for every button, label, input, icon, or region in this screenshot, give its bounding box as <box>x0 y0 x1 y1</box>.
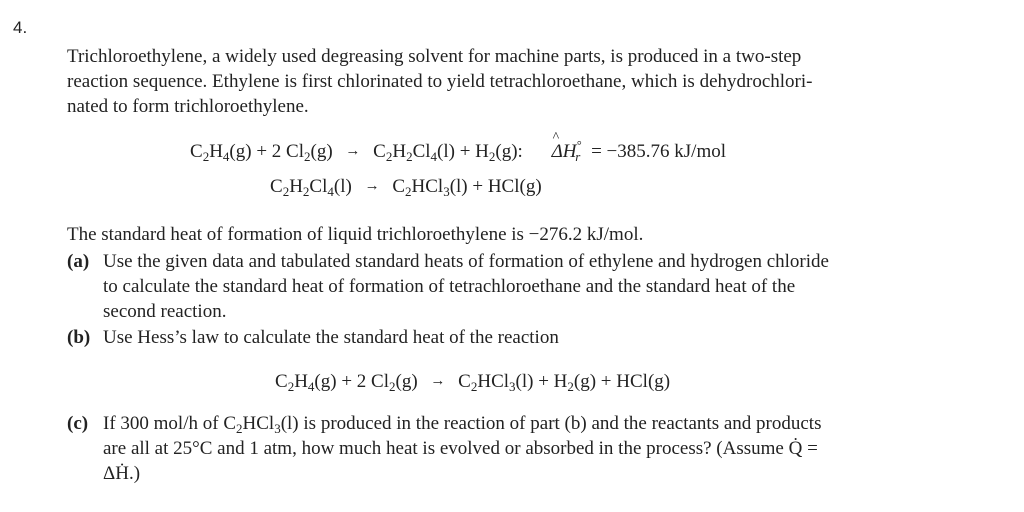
reaction-1-heat-symbol: ^ $\Delta H^\circ_r$ <box>551 130 582 164</box>
intro-line-1: Trichloroethylene, a widely used degreasing solvent for machine parts, is produced in a two-step <box>67 46 802 67</box>
part-c-line-1 <box>103 411 972 436</box>
reaction-1-equation: $C_2H_4(g) + 2$ $Cl_2(g) \to C_2H_2Cl_4(l) + H_2(g)$: <box>190 141 523 164</box>
reaction-3 <box>275 371 670 393</box>
intro-paragraph <box>67 44 972 119</box>
part-c-line-3: ΔḢ.) <box>103 463 141 484</box>
part-b <box>67 325 972 350</box>
part-a-line-2: to calculate the standard heat of formation of tetrachloroethane and the standard heat of the <box>103 276 796 297</box>
reaction-1 <box>190 130 727 164</box>
standard-heat-statement: The standard heat of formation of liquid trichloroethylene is −276.2 kJ/mol. <box>67 224 644 245</box>
intro-line-2: reaction sequence. Ethylene is first chlorinated to yield tetrachloroethane, which is dehydrochlori- <box>67 71 813 92</box>
part-a-line-1: Use the given data and tabulated standard heats of formation of ethylene and hydrogen chloride <box>103 251 829 272</box>
reaction-1-heat-value: = −385.76 kJ/mol <box>591 141 727 162</box>
part-a-line-3: second reaction. <box>103 301 227 322</box>
part-b-label: (b) <box>67 327 91 348</box>
reaction-3-equation: $C_2H_4(g) + 2$ $Cl_2(g) \to C_2HCl_3(l) + H_2(g) + HCl(g)$ <box>275 371 671 394</box>
part-c <box>67 411 972 486</box>
part-b-text: Use Hess’s law to calculate the standard heat of the reaction <box>103 327 559 348</box>
part-c-species: $C_2HCl_3(l)$ <box>223 413 299 436</box>
part-c-line-2: are all at 25°C and 1 atm, how much heat is evolved or absorbed in the process? (Assume Q̇ = <box>103 438 818 459</box>
part-a <box>67 249 972 324</box>
question-number: 4. <box>13 18 28 37</box>
reaction-2-equation: $C_2H_2Cl_4(l) \to C_2HCl_3(l) + HCl(g)$ <box>270 176 542 199</box>
part-c-line-1-post: is produced in the reaction of part (b) and the reactants and products <box>303 413 822 434</box>
part-c-label: (c) <box>67 413 89 434</box>
part-a-label: (a) <box>67 251 90 272</box>
intro-line-3: nated to form trichloroethylene. <box>67 96 309 117</box>
part-c-line-1-pre: If 300 mol/h of <box>103 413 219 434</box>
reaction-2 <box>270 176 542 198</box>
